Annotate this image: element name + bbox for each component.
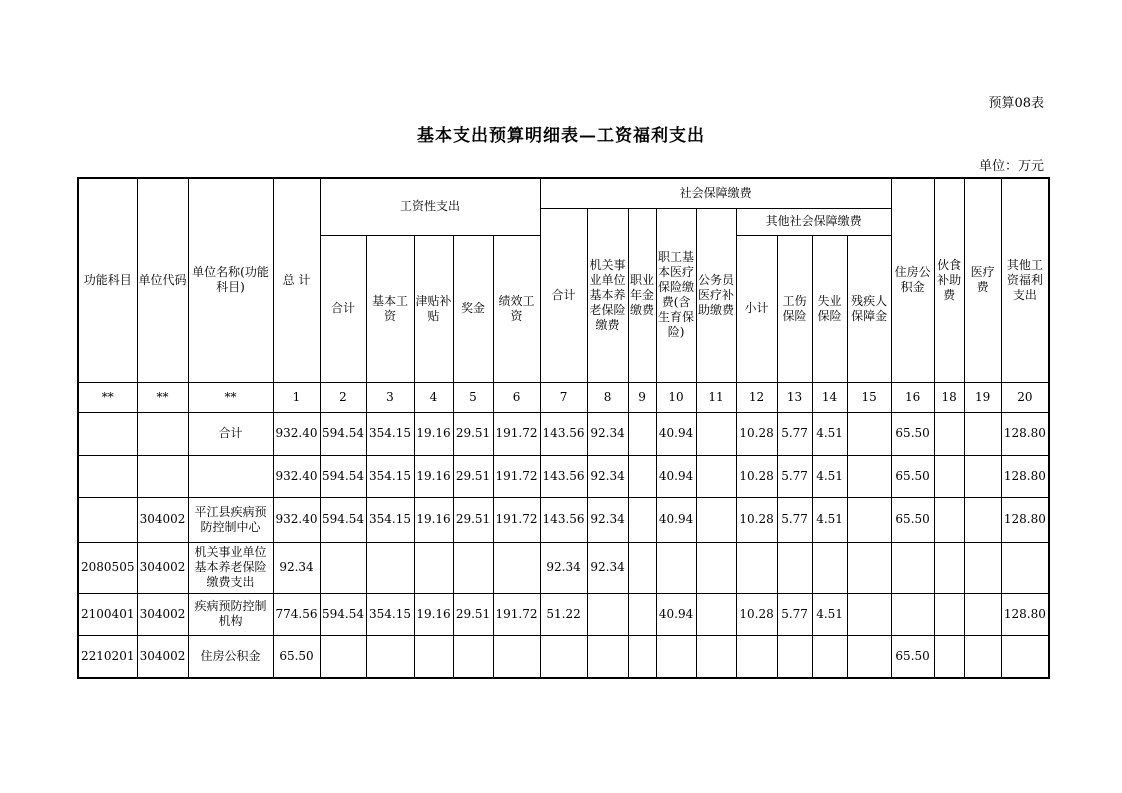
header-basic-wage: 基本工资 bbox=[366, 235, 414, 382]
value-cell: 40.94 bbox=[656, 593, 696, 635]
value-cell: 128.80 bbox=[1001, 593, 1049, 635]
value-cell bbox=[1001, 635, 1049, 678]
budget-table bbox=[77, 177, 1050, 679]
index-cell: 4 bbox=[414, 382, 453, 412]
index-cell: 14 bbox=[812, 382, 847, 412]
value-cell: 5.77 bbox=[777, 497, 812, 542]
value-cell bbox=[964, 455, 1001, 497]
value-cell: 65.50 bbox=[891, 455, 934, 497]
value-cell: 92.34 bbox=[273, 542, 320, 593]
value-cell: 29.51 bbox=[453, 455, 493, 497]
value-cell: 4.51 bbox=[812, 593, 847, 635]
value-cell: 128.80 bbox=[1001, 455, 1049, 497]
value-cell: 19.16 bbox=[414, 455, 453, 497]
header-housing-fund: 住房公积金 bbox=[891, 178, 934, 382]
index-cell: ** bbox=[137, 382, 188, 412]
value-cell: 191.72 bbox=[493, 593, 540, 635]
value-cell bbox=[628, 542, 656, 593]
value-cell bbox=[847, 635, 891, 678]
value-cell: 40.94 bbox=[656, 497, 696, 542]
table-row bbox=[78, 542, 1049, 593]
index-cell: 1 bbox=[273, 382, 320, 412]
value-cell: 29.51 bbox=[453, 412, 493, 455]
value-cell: 19.16 bbox=[414, 593, 453, 635]
value-cell: 5.77 bbox=[777, 412, 812, 455]
value-cell bbox=[964, 635, 1001, 678]
value-cell: 354.15 bbox=[366, 593, 414, 635]
value-cell bbox=[414, 542, 453, 593]
header-social-subtotal: 合计 bbox=[540, 208, 587, 382]
index-cell: 13 bbox=[777, 382, 812, 412]
header-medical-insurance: 职工基本医疗保险缴费(含生育保险) bbox=[656, 208, 696, 382]
value-cell bbox=[696, 635, 736, 678]
value-cell: 40.94 bbox=[656, 455, 696, 497]
value-cell bbox=[320, 635, 366, 678]
header-civil-medical: 公务员医疗补助缴费 bbox=[696, 208, 736, 382]
value-cell: 143.56 bbox=[540, 412, 587, 455]
value-cell bbox=[414, 635, 453, 678]
value-cell bbox=[656, 542, 696, 593]
value-cell: 354.15 bbox=[366, 455, 414, 497]
func-subject-cell bbox=[78, 497, 137, 542]
value-cell bbox=[736, 635, 777, 678]
value-cell: 40.94 bbox=[656, 412, 696, 455]
value-cell bbox=[453, 635, 493, 678]
value-cell bbox=[934, 455, 964, 497]
value-cell bbox=[366, 635, 414, 678]
func-subject-cell: 2080505 bbox=[78, 542, 137, 593]
unit-name-cell bbox=[188, 455, 273, 497]
page-title: 基本支出预算明细表—工资福利支出 bbox=[417, 126, 705, 146]
unit-code-cell: 304002 bbox=[137, 593, 188, 635]
index-cell: 2 bbox=[320, 382, 366, 412]
index-cell: 20 bbox=[1001, 382, 1049, 412]
index-cell: 9 bbox=[628, 382, 656, 412]
header-pension: 机关事业单位基本养老保险缴费 bbox=[587, 208, 628, 382]
value-cell: 594.54 bbox=[320, 412, 366, 455]
header-other-social-group: 其他社会保障缴费 bbox=[736, 208, 891, 235]
header-medical: 医疗费 bbox=[964, 178, 1001, 382]
table-row bbox=[78, 635, 1049, 678]
value-cell: 5.77 bbox=[777, 455, 812, 497]
header-wage-group: 工资性支出 bbox=[320, 178, 540, 235]
unit-name-cell: 机关事业单位基本养老保险缴费支出 bbox=[188, 542, 273, 593]
index-cell: 19 bbox=[964, 382, 1001, 412]
value-cell bbox=[964, 593, 1001, 635]
index-cell: 5 bbox=[453, 382, 493, 412]
unit-name-cell: 平江县疾病预防控制中心 bbox=[188, 497, 273, 542]
value-cell: 4.51 bbox=[812, 412, 847, 455]
value-cell: 65.50 bbox=[891, 635, 934, 678]
value-cell bbox=[934, 497, 964, 542]
value-cell: 92.34 bbox=[540, 542, 587, 593]
value-cell bbox=[777, 635, 812, 678]
header-annuity: 职业年金缴费 bbox=[628, 208, 656, 382]
value-cell: 29.51 bbox=[453, 497, 493, 542]
header-total: 总 计 bbox=[273, 178, 320, 382]
index-cell: 10 bbox=[656, 382, 696, 412]
header-unit-code: 单位代码 bbox=[137, 178, 188, 382]
value-cell bbox=[366, 542, 414, 593]
value-cell: 932.40 bbox=[273, 497, 320, 542]
value-cell: 932.40 bbox=[273, 455, 320, 497]
value-cell bbox=[934, 412, 964, 455]
value-cell: 10.28 bbox=[736, 455, 777, 497]
value-cell: 128.80 bbox=[1001, 497, 1049, 542]
index-cell: 8 bbox=[587, 382, 628, 412]
value-cell bbox=[777, 542, 812, 593]
value-cell: 19.16 bbox=[414, 497, 453, 542]
unit-code-cell: 304002 bbox=[137, 497, 188, 542]
value-cell: 774.56 bbox=[273, 593, 320, 635]
unit-code-cell bbox=[137, 412, 188, 455]
form-number: 预算08表 bbox=[988, 96, 1044, 111]
value-cell: 92.34 bbox=[587, 497, 628, 542]
value-cell bbox=[453, 542, 493, 593]
value-cell bbox=[587, 593, 628, 635]
table-row bbox=[78, 497, 1049, 542]
index-cell: 6 bbox=[493, 382, 540, 412]
index-cell: 18 bbox=[934, 382, 964, 412]
value-cell: 128.80 bbox=[1001, 412, 1049, 455]
value-cell bbox=[493, 635, 540, 678]
value-cell bbox=[736, 542, 777, 593]
value-cell bbox=[628, 593, 656, 635]
index-cell: 3 bbox=[366, 382, 414, 412]
unit-label: 单位：万元 bbox=[978, 159, 1044, 174]
header-allowance: 津贴补贴 bbox=[414, 235, 453, 382]
index-cell: 15 bbox=[847, 382, 891, 412]
value-cell: 5.77 bbox=[777, 593, 812, 635]
value-cell bbox=[934, 635, 964, 678]
value-cell: 594.54 bbox=[320, 455, 366, 497]
value-cell bbox=[847, 542, 891, 593]
header-wage-subtotal: 合计 bbox=[320, 235, 366, 382]
value-cell bbox=[696, 497, 736, 542]
index-cell: 16 bbox=[891, 382, 934, 412]
header-other-subtotal: 小计 bbox=[736, 235, 777, 382]
value-cell: 932.40 bbox=[273, 412, 320, 455]
index-cell: 12 bbox=[736, 382, 777, 412]
value-cell bbox=[656, 635, 696, 678]
value-cell: 354.15 bbox=[366, 412, 414, 455]
func-subject-cell: 2100401 bbox=[78, 593, 137, 635]
value-cell: 143.56 bbox=[540, 497, 587, 542]
value-cell: 10.28 bbox=[736, 593, 777, 635]
header-injury-insurance: 工伤保险 bbox=[777, 235, 812, 382]
value-cell bbox=[964, 412, 1001, 455]
header-meal-subsidy: 伙食补助费 bbox=[934, 178, 964, 382]
value-cell: 4.51 bbox=[812, 455, 847, 497]
value-cell: 594.54 bbox=[320, 497, 366, 542]
header-bonus: 奖金 bbox=[453, 235, 493, 382]
header-unemployment-insurance: 失业保险 bbox=[812, 235, 847, 382]
value-cell bbox=[320, 542, 366, 593]
value-cell bbox=[493, 542, 540, 593]
func-subject-cell bbox=[78, 455, 137, 497]
value-cell bbox=[540, 635, 587, 678]
value-cell: 29.51 bbox=[453, 593, 493, 635]
table-row bbox=[78, 593, 1049, 635]
value-cell bbox=[628, 455, 656, 497]
func-subject-cell: 2210201 bbox=[78, 635, 137, 678]
unit-name-cell: 住房公积金 bbox=[188, 635, 273, 678]
table-row bbox=[78, 455, 1049, 497]
unit-name-cell: 疾病预防控制机构 bbox=[188, 593, 273, 635]
value-cell bbox=[891, 542, 934, 593]
value-cell bbox=[587, 635, 628, 678]
value-cell bbox=[934, 593, 964, 635]
unit-code-cell bbox=[137, 455, 188, 497]
value-cell bbox=[696, 593, 736, 635]
value-cell: 92.34 bbox=[587, 455, 628, 497]
value-cell bbox=[934, 542, 964, 593]
unit-name-cell: 合计 bbox=[188, 412, 273, 455]
value-cell bbox=[964, 497, 1001, 542]
index-cell: ** bbox=[78, 382, 137, 412]
value-cell bbox=[696, 542, 736, 593]
value-cell bbox=[628, 412, 656, 455]
value-cell bbox=[696, 455, 736, 497]
unit-code-cell: 304002 bbox=[137, 635, 188, 678]
value-cell: 65.50 bbox=[891, 412, 934, 455]
index-row bbox=[78, 382, 1049, 412]
value-cell: 65.50 bbox=[273, 635, 320, 678]
header-disability-fund: 残疾人保障金 bbox=[847, 235, 891, 382]
value-cell bbox=[847, 593, 891, 635]
value-cell: 10.28 bbox=[736, 497, 777, 542]
value-cell: 92.34 bbox=[587, 542, 628, 593]
value-cell bbox=[628, 635, 656, 678]
value-cell bbox=[812, 635, 847, 678]
value-cell bbox=[847, 412, 891, 455]
table-row bbox=[78, 412, 1049, 455]
value-cell: 65.50 bbox=[891, 497, 934, 542]
header-other-welfare: 其他工资福利支出 bbox=[1001, 178, 1049, 382]
value-cell bbox=[964, 542, 1001, 593]
value-cell bbox=[696, 412, 736, 455]
index-cell: ** bbox=[188, 382, 273, 412]
value-cell bbox=[847, 497, 891, 542]
value-cell: 191.72 bbox=[493, 412, 540, 455]
value-cell: 143.56 bbox=[540, 455, 587, 497]
header-unit-name: 单位名称(功能科目) bbox=[188, 178, 273, 382]
value-cell: 354.15 bbox=[366, 497, 414, 542]
value-cell bbox=[891, 593, 934, 635]
index-cell: 7 bbox=[540, 382, 587, 412]
func-subject-cell bbox=[78, 412, 137, 455]
value-cell: 191.72 bbox=[493, 497, 540, 542]
value-cell: 51.22 bbox=[540, 593, 587, 635]
header-social-group: 社会保障缴费 bbox=[540, 178, 891, 208]
value-cell: 594.54 bbox=[320, 593, 366, 635]
unit-code-cell: 304002 bbox=[137, 542, 188, 593]
value-cell bbox=[1001, 542, 1049, 593]
value-cell bbox=[812, 542, 847, 593]
value-cell: 10.28 bbox=[736, 412, 777, 455]
value-cell bbox=[847, 455, 891, 497]
header-performance-wage: 绩效工资 bbox=[493, 235, 540, 382]
header-func-subject: 功能科目 bbox=[78, 178, 137, 382]
index-cell: 11 bbox=[696, 382, 736, 412]
value-cell: 19.16 bbox=[414, 412, 453, 455]
value-cell: 4.51 bbox=[812, 497, 847, 542]
value-cell: 191.72 bbox=[493, 455, 540, 497]
value-cell bbox=[628, 497, 656, 542]
value-cell: 92.34 bbox=[587, 412, 628, 455]
